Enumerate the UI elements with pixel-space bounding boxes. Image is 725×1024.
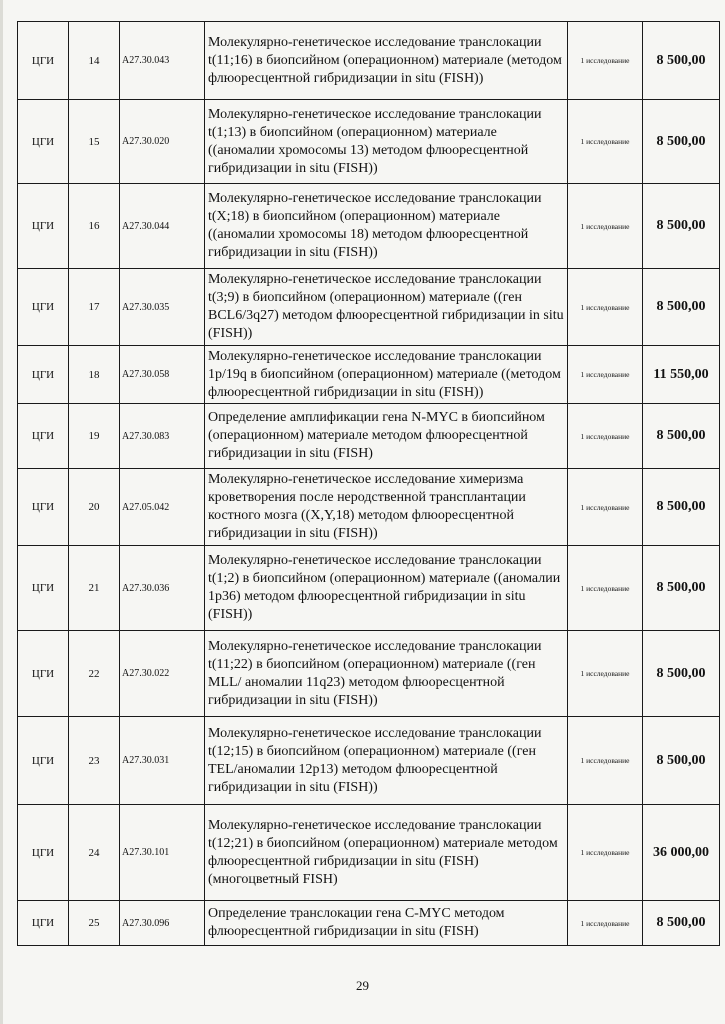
service-name-cell: Молекулярно-генетическое исследование транслокации t(3;9) в биопсийном (операционном) материале ((ген BCL6/3q27) методом флюоресцентной гибридизации in situ (FISH)): [205, 269, 568, 346]
department-cell: ЦГИ: [18, 631, 69, 717]
service-name-cell: Молекулярно-генетическое исследование транслокации t(1;13) в биопсийном (операционном) материале ((аномалии хромосомы 13) методом флюоресцентной гибридизации in situ (FISH)): [205, 100, 568, 184]
row-number-cell: 25: [69, 901, 120, 946]
row-number-cell: 19: [69, 404, 120, 469]
department-cell: ЦГИ: [18, 184, 69, 269]
service-code-cell: A27.30.036: [120, 546, 205, 631]
service-code-cell: A27.30.031: [120, 717, 205, 805]
unit-cell: 1 исследование: [568, 100, 643, 184]
table-row: [18, 269, 720, 346]
price-table-body: [18, 22, 720, 946]
table-row: [18, 404, 720, 469]
row-number-cell: 20: [69, 469, 120, 546]
unit-cell: 1 исследование: [568, 22, 643, 100]
unit-cell: 1 исследование: [568, 805, 643, 901]
row-number-cell: 24: [69, 805, 120, 901]
department-cell: ЦГИ: [18, 269, 69, 346]
service-code-cell: A27.05.042: [120, 469, 205, 546]
service-code-cell: A27.30.035: [120, 269, 205, 346]
service-code-cell: A27.30.058: [120, 346, 205, 404]
service-name-cell: Молекулярно-генетическое исследование транслокации t(12;21) в биопсийном (операционном) материале методом флюоресцентной гибридизации in situ (FISH) (многоцветный FISH): [205, 805, 568, 901]
service-name-cell: Молекулярно-генетическое исследование транслокации t(X;18) в биопсийном (операционном) материале ((аномалии хромосомы 18) методом флюоресцентной гибридизации in situ (FISH)): [205, 184, 568, 269]
unit-cell: 1 исследование: [568, 346, 643, 404]
service-code-cell: A27.30.096: [120, 901, 205, 946]
department-cell: ЦГИ: [18, 805, 69, 901]
service-code-cell: A27.30.043: [120, 22, 205, 100]
row-number-cell: 18: [69, 346, 120, 404]
page-number: 29: [356, 978, 369, 993]
row-number-cell: 15: [69, 100, 120, 184]
row-number-cell: 14: [69, 22, 120, 100]
row-number-cell: 17: [69, 269, 120, 346]
price-cell: 8 500,00: [643, 184, 720, 269]
price-cell: 8 500,00: [643, 546, 720, 631]
table-row: [18, 631, 720, 717]
price-cell: 8 500,00: [643, 269, 720, 346]
table-row: [18, 901, 720, 946]
service-name-cell: Определение амплификации гена N-MYC в биопсийном (операционном) материале методом флюоресцентной гибридизации in situ (FISH): [205, 404, 568, 469]
table-row: [18, 100, 720, 184]
department-cell: ЦГИ: [18, 404, 69, 469]
price-cell: 8 500,00: [643, 717, 720, 805]
service-name-cell: Молекулярно-генетическое исследование транслокации 1p/19q в биопсийном (операционном) материале ((методом флюоресцентной гибридизации in situ (FISH)): [205, 346, 568, 404]
service-code-cell: A27.30.020: [120, 100, 205, 184]
department-cell: ЦГИ: [18, 22, 69, 100]
price-cell: 8 500,00: [643, 100, 720, 184]
department-cell: ЦГИ: [18, 717, 69, 805]
row-number-cell: 21: [69, 546, 120, 631]
unit-cell: 1 исследование: [568, 269, 643, 346]
table-row: [18, 717, 720, 805]
unit-cell: 1 исследование: [568, 546, 643, 631]
table-row: [18, 805, 720, 901]
price-cell: 8 500,00: [643, 631, 720, 717]
unit-cell: 1 исследование: [568, 184, 643, 269]
table-row: [18, 184, 720, 269]
service-name-cell: Молекулярно-генетическое исследование транслокации t(1;2) в биопсийном (операционном) материале ((аномалии 1p36) методом флюоресцентной гибридизации in situ (FISH)): [205, 546, 568, 631]
price-cell: 8 500,00: [643, 901, 720, 946]
department-cell: ЦГИ: [18, 346, 69, 404]
service-code-cell: A27.30.044: [120, 184, 205, 269]
row-number-cell: 16: [69, 184, 120, 269]
unit-cell: 1 исследование: [568, 631, 643, 717]
service-code-cell: A27.30.083: [120, 404, 205, 469]
department-cell: ЦГИ: [18, 546, 69, 631]
price-cell: 8 500,00: [643, 469, 720, 546]
table-row: [18, 22, 720, 100]
unit-cell: 1 исследование: [568, 717, 643, 805]
price-cell: 36 000,00: [643, 805, 720, 901]
unit-cell: 1 исследование: [568, 469, 643, 546]
price-table: [17, 21, 720, 946]
row-number-cell: 22: [69, 631, 120, 717]
unit-cell: 1 исследование: [568, 404, 643, 469]
table-row: [18, 346, 720, 404]
department-cell: ЦГИ: [18, 100, 69, 184]
table-row: [18, 469, 720, 546]
service-code-cell: A27.30.101: [120, 805, 205, 901]
row-number-cell: 23: [69, 717, 120, 805]
unit-cell: 1 исследование: [568, 901, 643, 946]
department-cell: ЦГИ: [18, 469, 69, 546]
price-cell: 8 500,00: [643, 22, 720, 100]
service-code-cell: A27.30.022: [120, 631, 205, 717]
service-name-cell: Молекулярно-генетическое исследование транслокации t(11;16) в биопсийном (операционном) материале (методом флюоресцентной гибридизации in situ (FISH)): [205, 22, 568, 100]
page-edge: [0, 0, 3, 1024]
table-row: [18, 546, 720, 631]
price-cell: 11 550,00: [643, 346, 720, 404]
service-name-cell: Молекулярно-генетическое исследование химеризма кроветворения после неродственной трансплантации костного мозга ((X,Y,18) методом флюоресцентной гибридизации in situ (FISH)): [205, 469, 568, 546]
service-name-cell: Молекулярно-генетическое исследование транслокации t(11;22) в биопсийном (операционном) материале ((ген MLL/ аномалии 11q23) методом флюоресцентной гибридизации in situ (FISH)): [205, 631, 568, 717]
department-cell: ЦГИ: [18, 901, 69, 946]
service-name-cell: Молекулярно-генетическое исследование транслокации t(12;15) в биопсийном (операционном) материале ((ген TEL/аномалии 12p13) методом флюоресцентной гибридизации in situ (FISH)): [205, 717, 568, 805]
service-name-cell: Определение транслокации гена C-MYC методом флюоресцентной гибридизации in situ (FISH): [205, 901, 568, 946]
price-cell: 8 500,00: [643, 404, 720, 469]
